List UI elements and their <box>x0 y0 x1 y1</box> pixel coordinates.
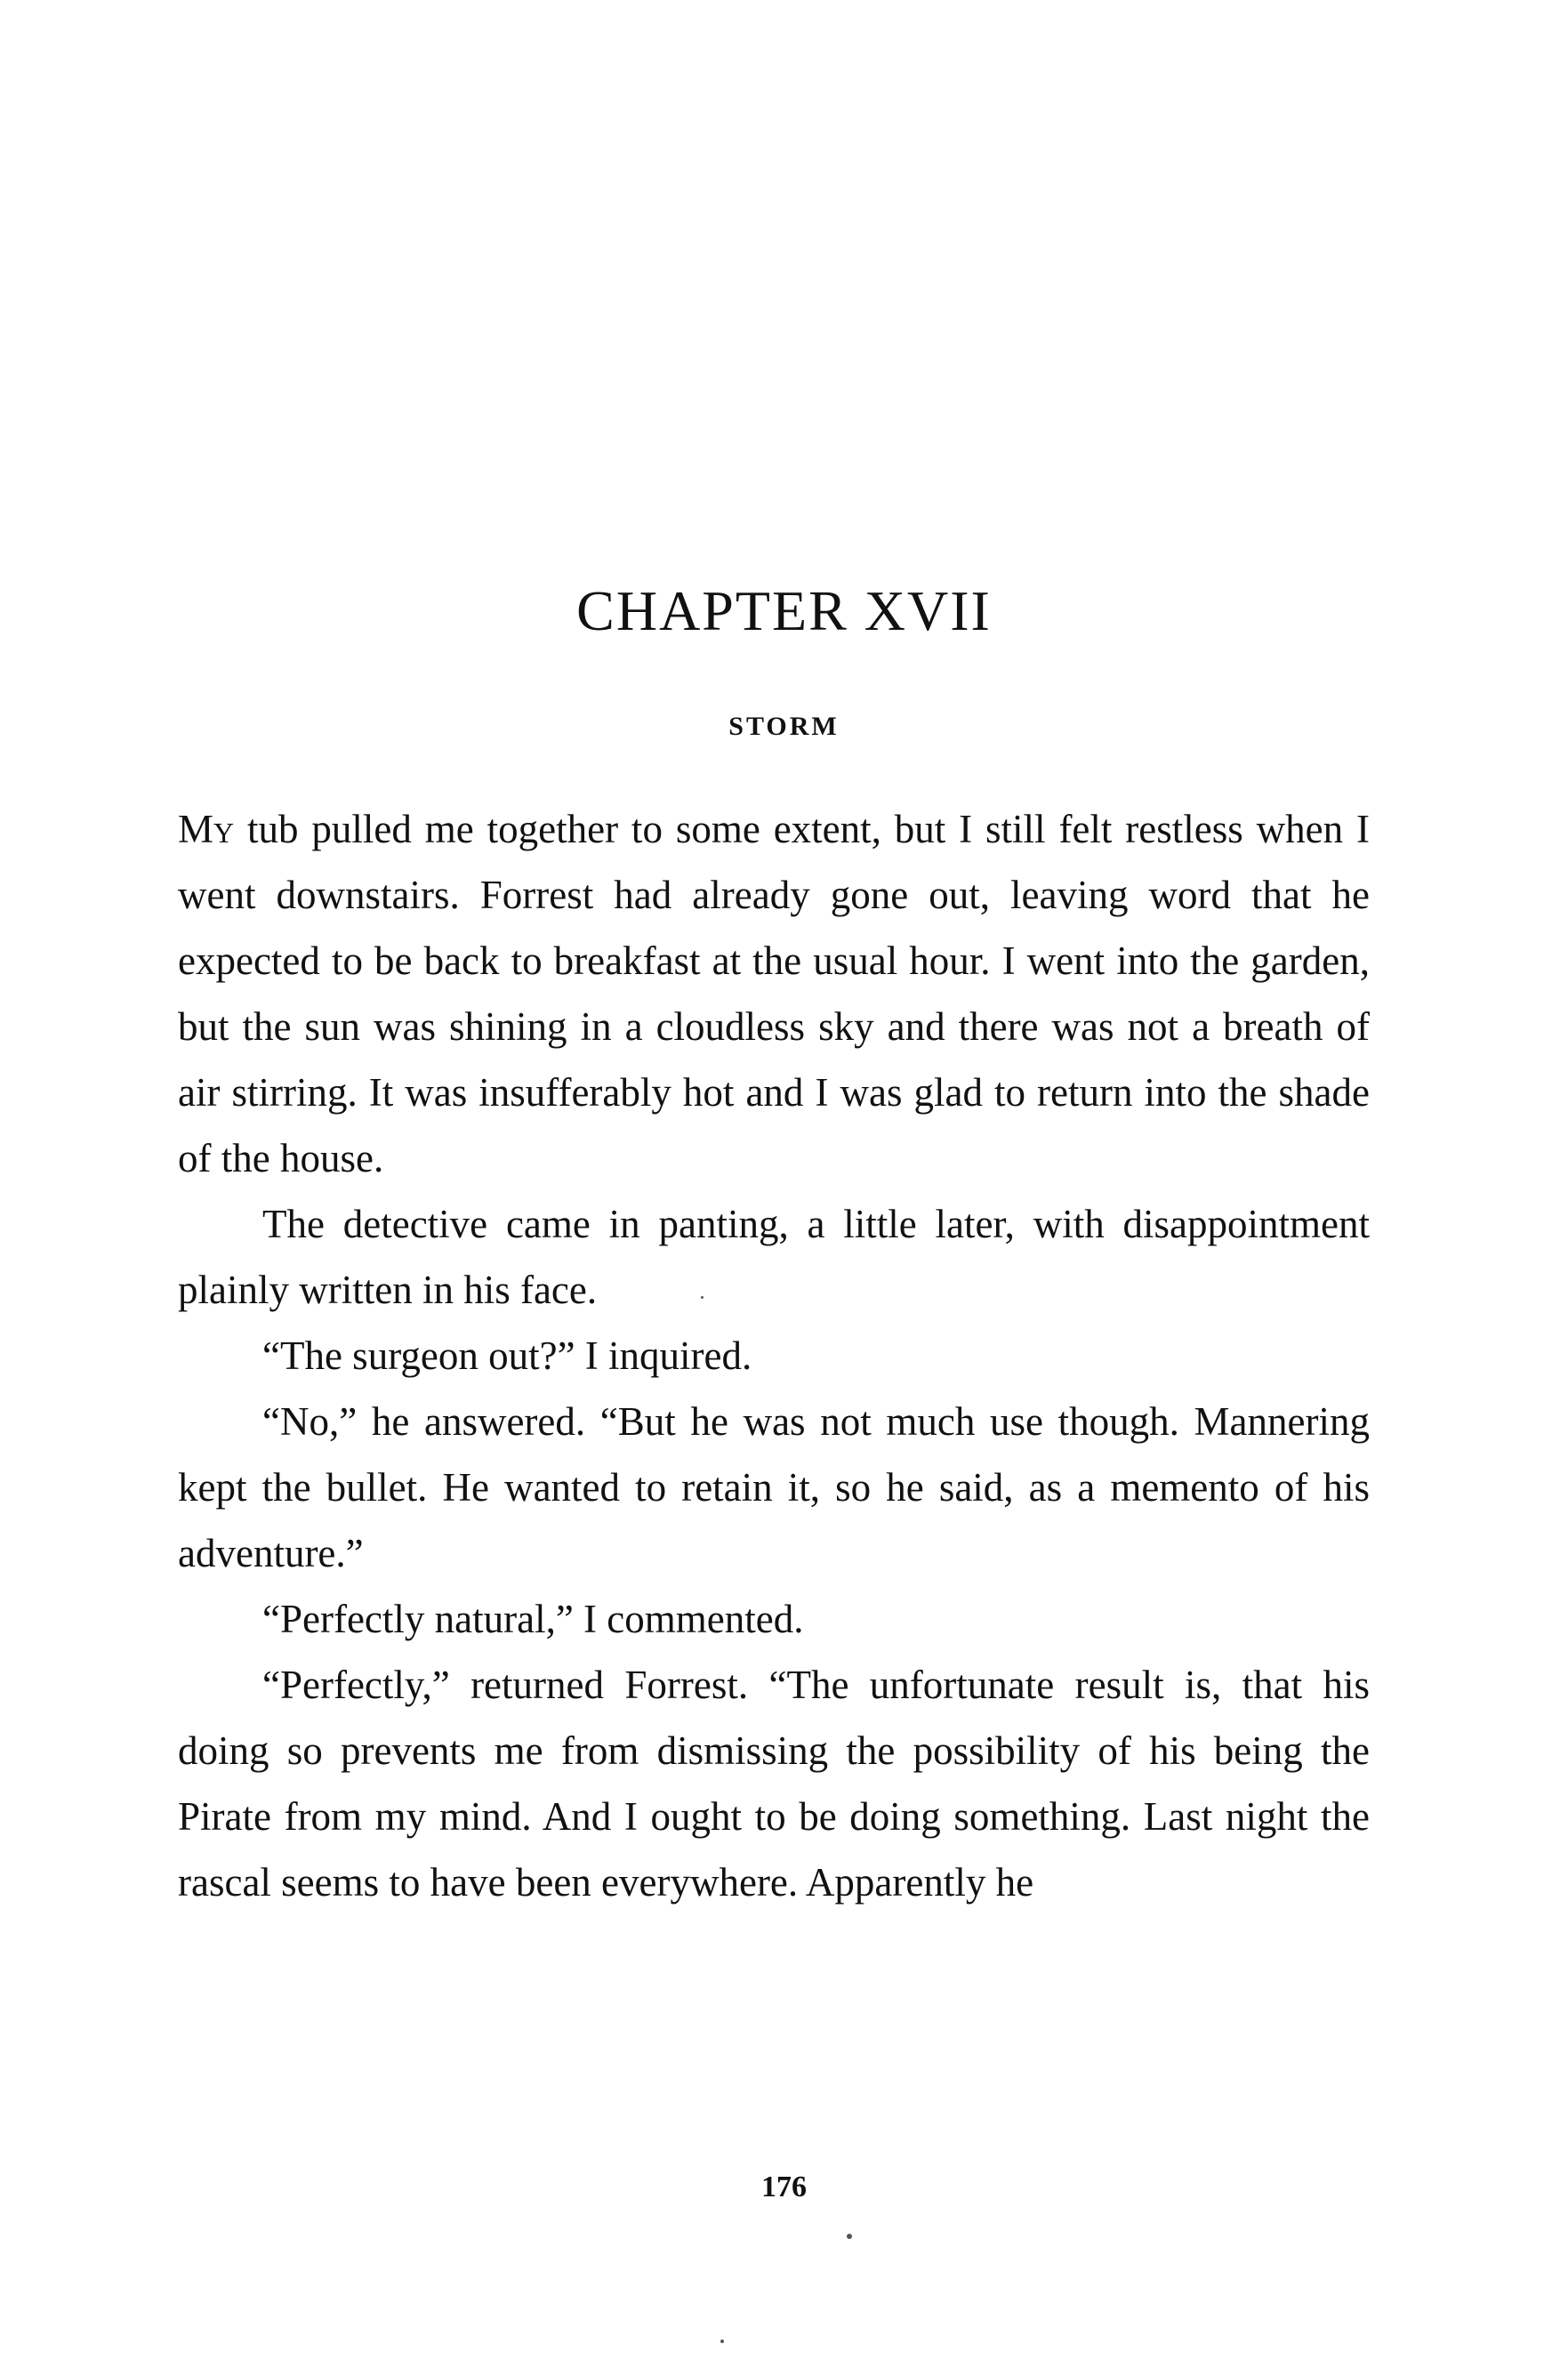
paragraph-4: “No,” he answered. “But he was not much use though. Mannering kept the bullet. He wanted to retain it, so he said, as a memento of his adventure.” <box>178 1399 1370 1575</box>
ink-speck <box>847 2234 852 2239</box>
paragraph-1 <box>178 796 1370 1191</box>
paragraph-2: The detective came in panting, a little later, with disappointment plainly written in his face. <box>178 1202 1370 1312</box>
ink-speck <box>720 2340 724 2343</box>
paragraph-3: “The surgeon out?” I inquired. <box>262 1333 752 1378</box>
paragraph-1-text: tub pulled me together to some extent, but I still felt restless when I went downstairs. Forrest had already gone out, leaving word that he expected to be back to breakfast at the usual hour. I went into the garden, but the sun was shining in a cloudless sky and there was not a breath of air stirring. It was insufferably hot and I was glad to return into the shade of the house. <box>178 807 1370 1180</box>
body-text <box>178 796 1370 1915</box>
paragraph-6: “Perfectly,” returned Forrest. “The unfortunate result is, that his doing so prevents me from dismissing the possibility of his being the Pirate from my mind. And I ought to be doing something. Last night the rascal seems to have been everywhere. Apparently he <box>178 1663 1370 1905</box>
dropcap-word: My <box>178 807 235 851</box>
chapter-title: CHAPTER XVII <box>576 579 992 642</box>
chapter-subtitle: STORM <box>728 712 840 741</box>
paragraph-5: “Perfectly natural,” I commented. <box>262 1597 804 1641</box>
page-number: 176 <box>761 2171 807 2203</box>
ink-speck <box>701 1296 704 1299</box>
